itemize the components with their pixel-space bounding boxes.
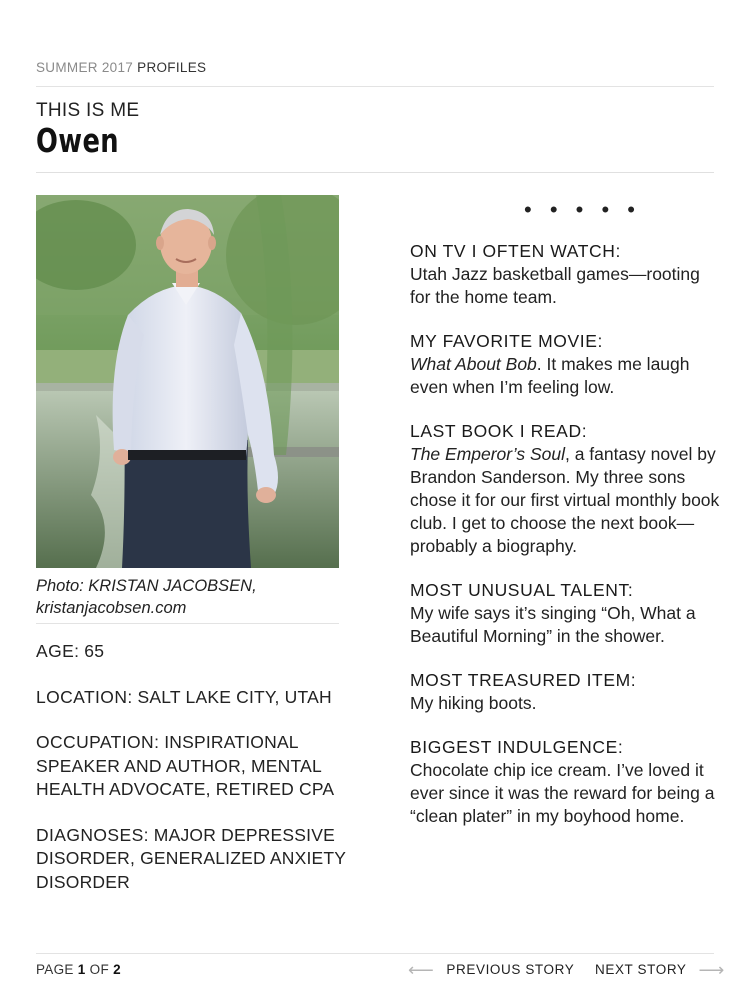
next-story-label: NEXT STORY [595,962,687,977]
qa-answer [410,263,720,309]
photo-credit: Photo: KRISTAN JACOBSEN, [36,577,257,595]
section-divider-dots: • • • • • [524,197,641,222]
answer-text: , a fantasy novel by Brandon Sanderson. My three sons chose it for our first virtual monthly book club. I get to choose the next book—probably a biography. [410,444,720,556]
movie-title: What About Bob [410,354,537,374]
qa-answer [410,443,720,558]
qa-answer [410,602,720,648]
section-link[interactable]: PROFILES [137,60,207,75]
qa-answer [410,759,720,828]
qa-question: ON TV I OFTEN WATCH: [410,241,621,261]
stat-value: MAJOR DEPRESSIVE DISORDER, GENERALIZED ANXIETY DISORDER [36,824,346,892]
profile-stats [36,640,346,916]
next-story-button[interactable] [595,959,725,980]
stat-location [36,686,346,710]
profile-kicker: THIS IS ME [36,100,140,121]
stat-value: SALT LAKE CITY, UTAH [137,686,332,707]
answer-text: My hiking boots. [410,693,537,713]
stat-occupation [36,731,346,802]
answer-text: Chocolate chip ice cream. I’ve loved it ever since it was the reward for being a “clean plater” in my boyhood home. [410,760,715,826]
qa-list [410,240,720,849]
qa-answer [410,353,720,399]
footer-divider [36,953,714,954]
answer-text: Utah Jazz basketball games—rooting for the home team. [410,264,700,307]
stat-value: 65 [84,641,105,661]
qa-item-movie [410,330,720,399]
stat-age [36,640,346,664]
photo-caption [36,575,339,624]
previous-story-button[interactable] [408,959,575,980]
page-current: 1 [77,962,86,977]
qa-answer [410,692,720,715]
top-breadcrumb [36,60,714,87]
qa-question: MOST TREASURED ITEM: [410,670,637,690]
page-of: OF [89,962,110,977]
stat-label: LOCATION: [36,686,133,707]
photo-credit-link: kristanjacobsen.com [36,599,187,617]
stat-label: AGE: [36,641,80,661]
stat-label: OCCUPATION: [36,732,160,752]
qa-question: BIGGEST INDULGENCE: [410,737,624,757]
previous-story-label: PREVIOUS STORY [446,962,575,977]
issue-label: SUMMER 2017 [36,60,134,75]
qa-question: MOST UNUSUAL TALENT: [410,580,634,600]
qa-item-treasured [410,669,720,715]
qa-item-indulgence [410,736,720,828]
stat-label: DIAGNOSES: [36,824,149,845]
answer-text: My wife says it’s singing “Oh, What a Beautiful Morning” in the shower. [410,603,696,646]
stat-diagnoses [36,824,346,895]
stat-value: INSPIRATIONAL SPEAKER AND AUTHOR, MENTAL HEALTH ADVOCATE, RETIRED CPA [36,732,335,799]
page-prefix: PAGE [36,962,74,977]
book-title: The Emperor’s Soul [410,444,565,464]
page-indicator [36,962,121,977]
qa-question: MY FAVORITE MOVIE: [410,331,603,351]
answer-text: . It makes me laugh even when I’m feeling low. [410,354,690,397]
arrow-right-icon: ⟶ [698,959,725,980]
page-total: 2 [113,962,121,977]
qa-question: LAST BOOK I READ: [410,421,588,441]
qa-item-talent [410,579,720,648]
arrow-left-icon: ⟵ [408,959,435,980]
page-title: Owen [36,121,120,160]
title-divider [36,172,714,173]
qa-item-tv [410,240,720,309]
profile-photo [36,195,339,568]
qa-item-book [410,420,720,558]
